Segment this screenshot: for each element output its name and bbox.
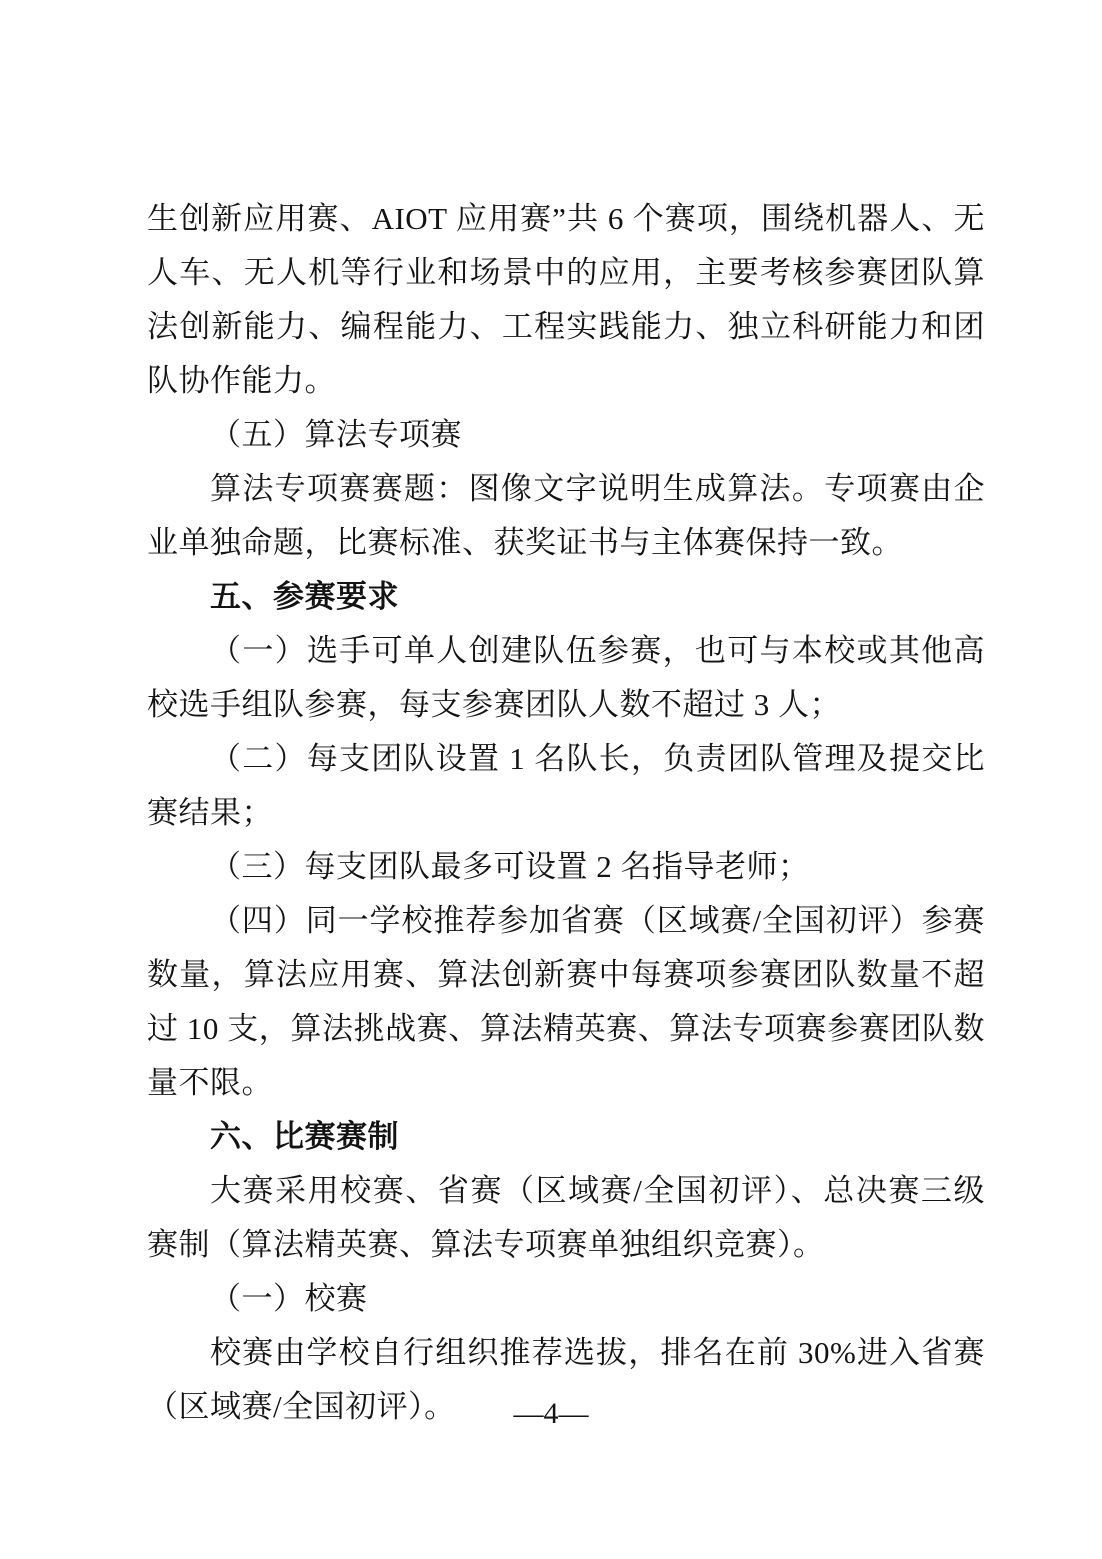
paragraph-requirement-2: （二）每支团队设置 1 名队长，负责团队管理及提交比赛结果； <box>147 741 985 830</box>
paragraph-school-round-detail: 校赛由学校自行组织推荐选拔，排名在前 30%进入省赛（区域赛/全国初评）。 <box>147 1335 985 1424</box>
paragraph-special-event-topic: 算法专项赛赛题：图像文字说明生成算法。专项赛由企业单独命题，比赛标准、获奖证书与主体赛保持一致。 <box>147 471 985 560</box>
paragraph-requirement-4: （四）同一学校推荐参加省赛（区域赛/全国初评）参赛数量，算法应用赛、算法创新赛中每赛项参赛团队数量不超过 10 支，算法挑战赛、算法精英赛、算法专项赛参赛团队数量不限。 <box>147 903 985 1100</box>
paragraph-format-overview: 大赛采用校赛、省赛（区域赛/全国初评）、总决赛三级赛制（算法精英赛、算法专项赛单独组织竞赛）。 <box>147 1173 985 1262</box>
paragraph-continued-competition-events: 生创新应用赛、AIOT 应用赛”共 6 个赛项，围绕机器人、无人车、无人机等行业和场景中的应用，主要考核参赛团队算法创新能力、编程能力、工程实践能力、独立科研能力和团队协作能力。 <box>147 201 985 398</box>
paragraph-requirement-3: （三）每支团队最多可设置 2 名指导老师； <box>210 849 810 884</box>
heading-participation-requirements: 五、参赛要求 <box>210 579 399 614</box>
subheading-algorithm-special-event: （五）算法专项赛 <box>210 417 462 452</box>
page-number: —4— <box>513 1397 589 1430</box>
document-body <box>147 192 985 1434</box>
paragraph-requirement-1: （一）选手可单人创建队伍参赛，也可与本校或其他高校选手组队参赛，每支参赛团队人数不超过 3 人； <box>147 633 985 722</box>
heading-competition-format: 六、比赛赛制 <box>210 1119 399 1154</box>
subheading-school-round: （一）校赛 <box>210 1281 368 1316</box>
